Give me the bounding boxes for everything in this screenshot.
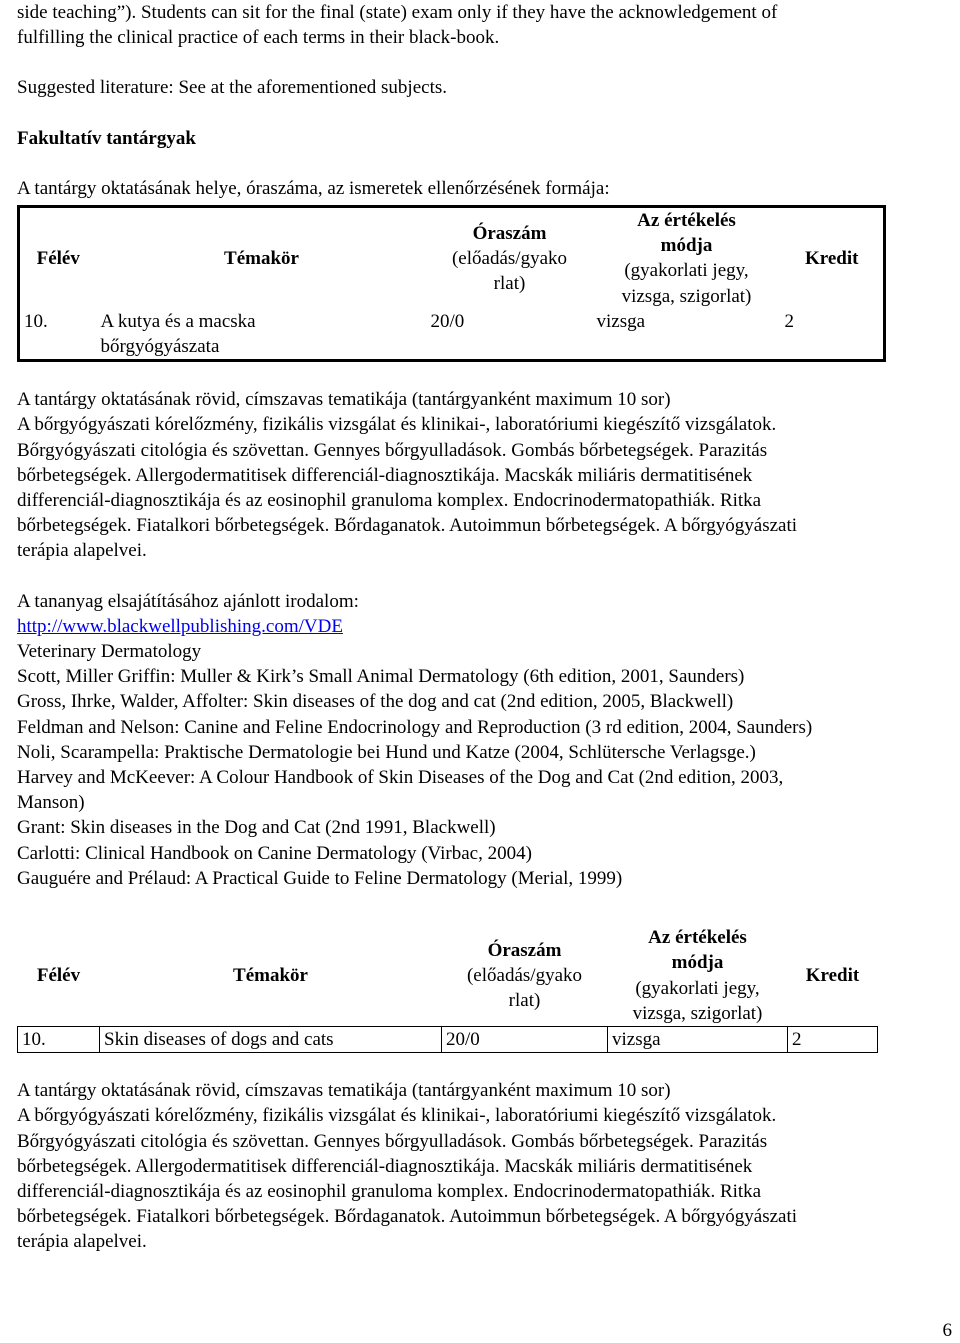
cell-oraszam: 20/0	[430, 310, 465, 332]
thematic-line: A bőrgyógyászati kórelőzmény, fizikális vizsgálat és klinikai-, laboratóriumi kiegészítő vizsgálatok.	[17, 1105, 777, 1127]
header-ertekeles-line-1: Az értékelés	[648, 927, 747, 949]
header-oraszam-line-1: Óraszám	[472, 222, 547, 244]
literature-item: Noli, Scarampella: Praktische Dermatologie bei Hund und Katze (2004, Schlütersche Verlagsge.)	[17, 741, 756, 763]
header-oraszam-line-3: rlat)	[493, 273, 526, 295]
literature-item: Carlotti: Clinical Handbook on Canine Dermatology (Virbac, 2004)	[17, 842, 532, 864]
header-oraszam-line-2: (előadás/gyako	[451, 247, 567, 269]
literature-item: Scott, Miller Griffin: Muller & Kirk’s Small Animal Dermatology (6th edition, 2001, Saunders)	[17, 666, 745, 688]
header-ertekeles	[608, 925, 788, 1026]
literature-block	[17, 589, 945, 891]
cell-oraszam: 20/0	[442, 1026, 608, 1052]
header-oraszam-line-1: Óraszám	[487, 939, 562, 961]
intro-line-1: side teaching”). Students can sit for the final (state) exam only if they have the acknowledgement of	[17, 2, 778, 23]
cell-felev: 10.	[24, 310, 48, 332]
header-ertekeles-line-4: vizsga, szigorlat)	[621, 285, 752, 307]
thematic-line: bőrbetegségek. Allergodermatitisek differenciál-diagnosztikája. Macskák miliáris dermatitisének	[17, 464, 753, 486]
intro-line-2: fulfilling the clinical practice of each terms in their black-book.	[17, 27, 500, 49]
section-title: Fakultatív tantárgyak	[17, 127, 196, 149]
header-ertekeles-line-4: vizsga, szigorlat)	[632, 1002, 763, 1024]
literature-item: Grant: Skin diseases in the Dog and Cat (2nd 1991, Blackwell)	[17, 817, 496, 839]
thematic-line: A bőrgyógyászati kórelőzmény, fizikális vizsgálat és klinikai-, laboratóriumi kiegészítő vizsgálatok.	[17, 414, 777, 436]
thematic-block-1	[17, 387, 945, 563]
cell-kredit: 2	[784, 310, 794, 332]
cell-temakor: Skin diseases of dogs and cats	[100, 1026, 442, 1052]
document-page	[17, 0, 945, 1255]
literature-item: Manson)	[17, 792, 85, 814]
cell-ertekeles: vizsga	[596, 310, 646, 332]
cell-temakor	[97, 309, 427, 361]
thematic-line: Bőrgyógyászati citológia és szövettan. Gennyes bőrgyulladások. Gombás bőrbetegségek. Parazitás	[17, 1130, 768, 1152]
header-ertekeles-line-3: (gyakorlati jegy,	[635, 977, 760, 999]
header-temakor: Témakör	[224, 247, 299, 269]
cell-felev: 10.	[18, 1026, 100, 1052]
thematic-line: A tantárgy oktatásának rövid, címszavas tematikája (tantárgyanként maximum 10 sor)	[17, 1080, 671, 1102]
cell-kredit: 2	[788, 1026, 878, 1052]
table-header-row	[19, 207, 885, 309]
subject-table-1	[17, 205, 886, 362]
page-number: 6	[942, 1320, 952, 1341]
literature-item: Gross, Ihrke, Walder, Affolter: Skin diseases of the dog and cat (2nd edition, 2005, Blackwell)	[17, 691, 734, 713]
header-ertekeles-line-2: módja	[660, 235, 713, 257]
header-kredit: Kredit	[805, 247, 859, 269]
literature-link[interactable]: http://www.blackwellpublishing.com/VDE	[17, 615, 343, 637]
table-row	[18, 1026, 878, 1052]
thematic-block-2	[17, 1078, 945, 1254]
literature-item: Feldman and Nelson: Canine and Feline Endocrinology and Reproduction (3 rd edition, 2004, Saunders)	[17, 716, 813, 738]
literature-item: Veterinary Dermatology	[17, 641, 202, 663]
thematic-line: terápia alapelvei.	[17, 1231, 147, 1253]
header-temakor: Témakör	[233, 964, 308, 986]
header-felev: Félév	[36, 964, 81, 986]
subject-table-2	[17, 925, 878, 1053]
header-ertekeles	[593, 207, 781, 309]
header-oraszam-line-2: (előadás/gyako	[466, 964, 582, 986]
table-row	[19, 309, 885, 361]
literature-heading: A tananyag elsajátításához ajánlott irodalom:	[17, 590, 359, 612]
header-oraszam	[427, 207, 593, 309]
literature-item: Gauguére and Prélaud: A Practical Guide to Feline Dermatology (Merial, 1999)	[17, 867, 623, 889]
table-header-row	[18, 925, 878, 1026]
table-intro: A tantárgy oktatásának helye, óraszáma, az ismeretek ellenőrzésének formája:	[17, 177, 610, 199]
header-felev: Félév	[36, 247, 80, 269]
header-oraszam-line-3: rlat)	[508, 990, 541, 1012]
thematic-line: differenciál-diagnosztikája és az eosinophil granuloma komplex. Endocrinodermatopathiák. Ritka	[17, 490, 762, 512]
literature-item: Harvey and McKeever: A Colour Handbook of Skin Diseases of the Dog and Cat (2nd edition, 2003,	[17, 767, 784, 789]
thematic-line: A tantárgy oktatásának rövid, címszavas tematikája (tantárgyanként maximum 10 sor)	[17, 389, 671, 411]
cell-temakor-line-1: A kutya és a macska	[100, 310, 256, 332]
thematic-line: bőrbetegségek. Fiatalkori bőrbetegségek. Bőrdaganatok. Autoimmun bőrbetegségek. A bőrgyógyászati	[17, 515, 798, 537]
header-oraszam	[442, 925, 608, 1026]
header-ertekeles-line-3: (gyakorlati jegy,	[624, 260, 749, 282]
header-ertekeles-line-1: Az értékelés	[637, 210, 736, 232]
thematic-line: differenciál-diagnosztikája és az eosinophil granuloma komplex. Endocrinodermatopathiák. Ritka	[17, 1180, 762, 1202]
thematic-line: Bőrgyógyászati citológia és szövettan. Gennyes bőrgyulladások. Gombás bőrbetegségek. Parazitás	[17, 439, 768, 461]
header-kredit: Kredit	[805, 964, 860, 986]
thematic-line: bőrbetegségek. Fiatalkori bőrbetegségek. Bőrdaganatok. Autoimmun bőrbetegségek. A bőrgyógyászati	[17, 1206, 798, 1228]
header-ertekeles-line-2: módja	[671, 952, 724, 974]
suggested-literature: Suggested literature: See at the aforementioned subjects.	[17, 77, 447, 99]
cell-ertekeles: vizsga	[608, 1026, 788, 1052]
thematic-line: bőrbetegségek. Allergodermatitisek differenciál-diagnosztikája. Macskák miliáris dermatitisének	[17, 1155, 753, 1177]
cell-temakor-line-2: bőrgyógyászata	[100, 336, 220, 358]
thematic-line: terápia alapelvei.	[17, 540, 147, 562]
